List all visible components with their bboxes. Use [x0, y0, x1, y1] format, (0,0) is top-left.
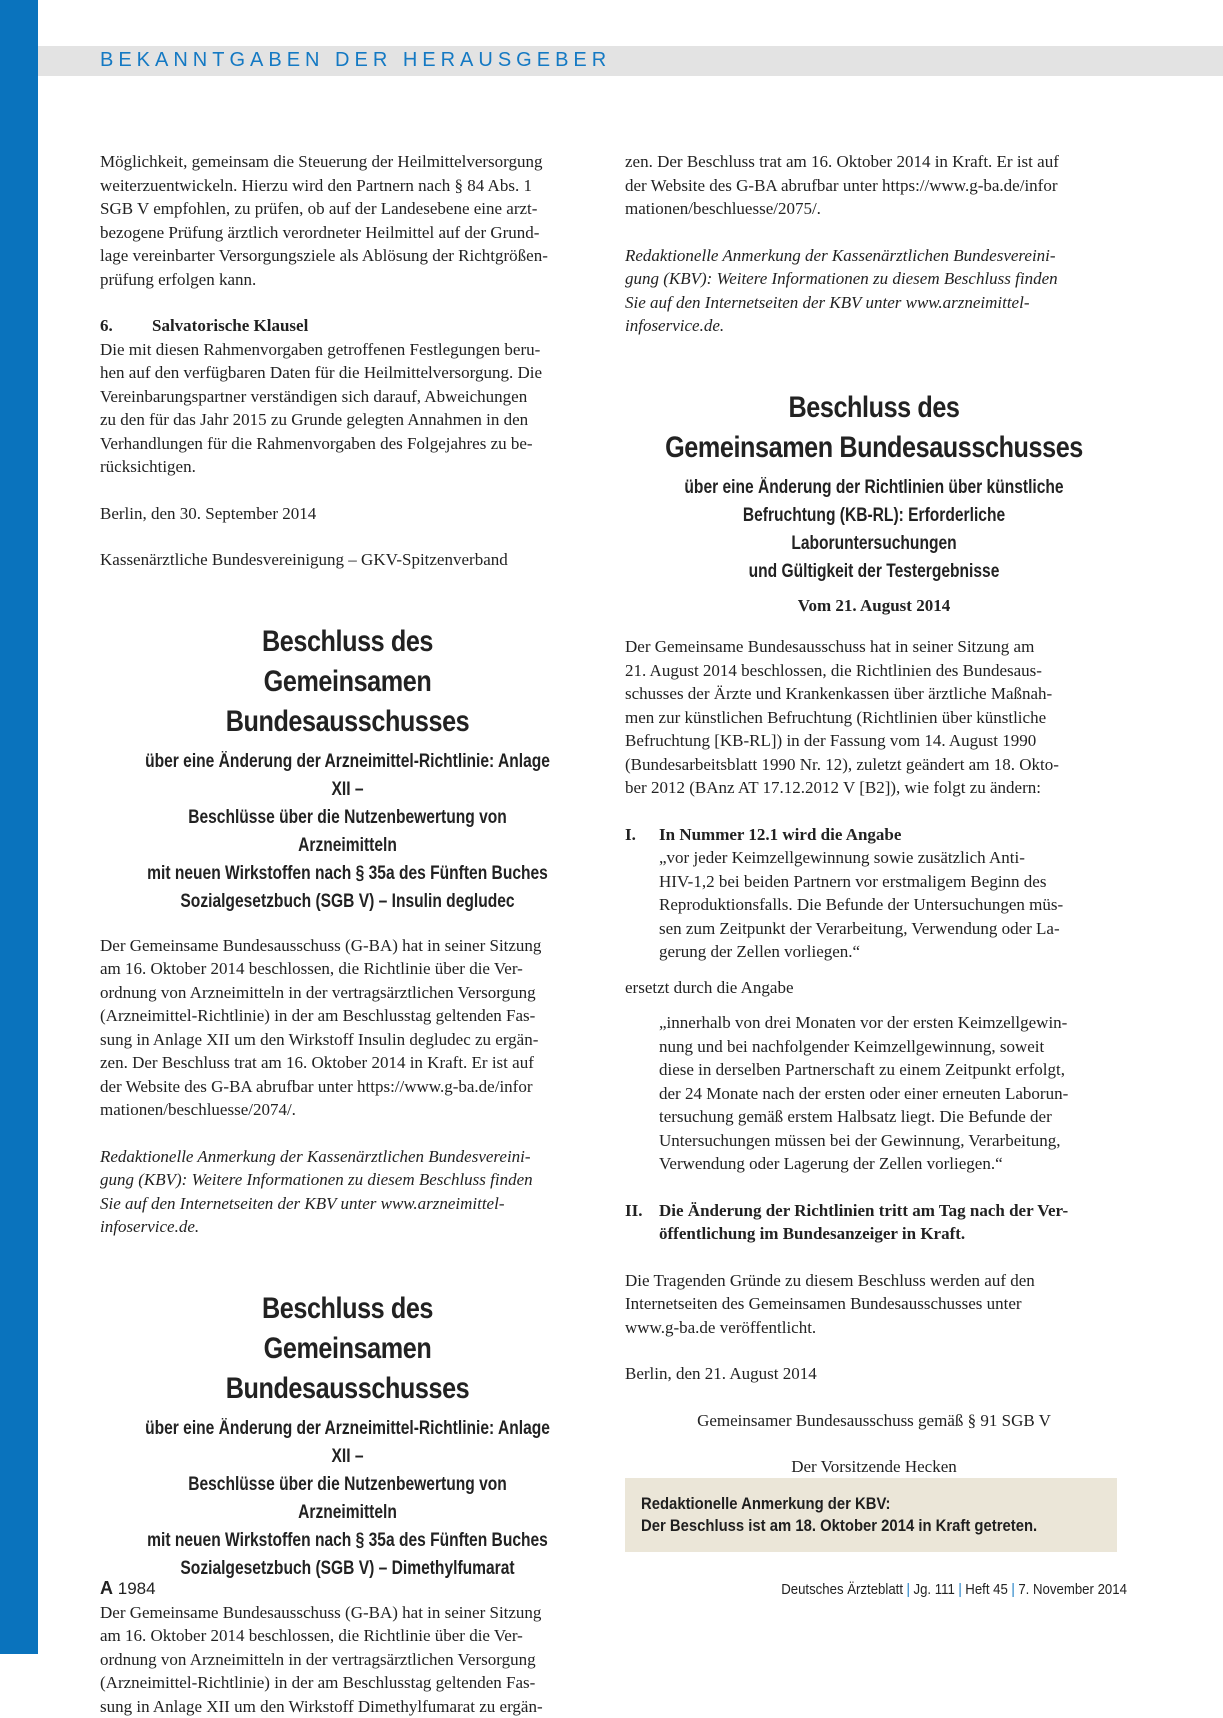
text-line: zen. Der Beschluss trat am 16. Oktober 2014 in Kraft. Er ist auf [625, 150, 1123, 174]
text-line: Der Gemeinsame Bundesausschuss (G-BA) hat in seiner Sitzung [100, 934, 595, 958]
signature-line: Der Vorsitzende Hecken [625, 1455, 1123, 1479]
article-title: Gemeinsamen Bundesausschusses [665, 428, 1083, 468]
page-number [100, 1578, 156, 1599]
text-line: gerung der Zellen vorliegen.“ [659, 940, 1123, 964]
text-line: Verwendung oder Lagerung der Zellen vorliegen.“ [659, 1152, 1123, 1176]
text-line: zen. Der Beschluss trat am 16. Oktober 2014 in Kraft. Er ist auf [100, 1051, 595, 1075]
text-line: men zur künstlichen Befruchtung (Richtlinien über künstliche [625, 706, 1123, 730]
old-wording [659, 846, 1123, 964]
page-number-value: 1984 [118, 1579, 156, 1598]
replaced-by-line: ersetzt durch die Angabe [625, 976, 1123, 1000]
article-subtitle: Befruchtung (KB-RL): Erforderliche Laboruntersuchungen [670, 502, 1078, 558]
text-line: HIV-1,2 bei beiden Partnern vor erstmaligem Beginn des [659, 870, 1123, 894]
list-number: II. [625, 1199, 659, 1246]
text-line: Die mit diesen Rahmenvorgaben getroffenen Festlegungen beru- [100, 338, 595, 362]
kbv-note-line: Redaktionelle Anmerkung der KBV: [641, 1493, 1069, 1515]
editorial-note-line: Redaktionelle Anmerkung der Kassenärztlichen Bundesvereini- [625, 244, 1123, 268]
text-line: diese in derselben Partnerschaft zu einem Zeitpunkt erfolgt, [659, 1058, 1123, 1082]
editorial-note-line: gung (KBV): Weitere Informationen zu diesem Beschluss finden [100, 1168, 595, 1192]
text-line: lage vereinbarter Versorgungsziele als Ablösung der Richtgrößen- [100, 244, 595, 268]
list-item-1 [625, 823, 1123, 847]
text-line: Reproduktionsfalls. Die Befunde der Untersuchungen müs- [659, 893, 1123, 917]
date-line: Berlin, den 30. September 2014 [100, 502, 595, 526]
blue-sidebar [0, 0, 38, 1654]
text-line: www.g-ba.de veröffentlicht. [625, 1316, 1123, 1340]
text-line: Die Änderung der Richtlinien tritt am Tag nach der Ver- [659, 1199, 1068, 1223]
right-column [625, 150, 1123, 1479]
text-line: rücksichtigen. [100, 455, 595, 479]
editorial-note-line: infoservice.de. [625, 314, 1123, 338]
text-line: am 16. Oktober 2014 beschlossen, die Richtlinie über die Ver- [100, 957, 595, 981]
text-line: ordnung von Arzneimitteln in der vertragsärztlichen Versorgung [100, 1648, 595, 1672]
text-line: sen zum Zeitpunkt der Verarbeitung, Verwendung oder La- [659, 917, 1123, 941]
article-subtitle: über eine Änderung der Arzneimittel-Richtlinie: Anlage XII – [145, 748, 551, 804]
kbv-note-box [625, 1478, 1117, 1552]
text-line: 21. August 2014 beschlossen, die Richtlinien des Bundesaus- [625, 659, 1123, 683]
editorial-note-line: gung (KBV): Weitere Informationen zu diesem Beschluss finden [625, 267, 1123, 291]
intro-paragraph [100, 150, 595, 291]
date-line: Berlin, den 21. August 2014 [625, 1362, 1123, 1386]
text-line: Internetseiten des Gemeinsamen Bundesausschusses unter [625, 1292, 1123, 1316]
text-line: der Website des G-BA abrufbar unter https://www.g-ba.de/infor [100, 1075, 595, 1099]
article-subtitle: über eine Änderung der Arzneimittel-Richtlinie: Anlage XII – [145, 1415, 551, 1471]
journal-issue: Heft 45 [965, 1581, 1008, 1598]
article-title: Beschluss des [140, 1289, 556, 1329]
text-line: Befruchtung [KB-RL]) in der Fassung vom 14. August 1990 [625, 729, 1123, 753]
article-subtitle: mit neuen Wirkstoffen nach § 35a des Fünften Buches [145, 1527, 551, 1555]
journal-footer: Deutsches Ärzteblatt | Jg. 111 | Heft 45 | 7. November 2014 [781, 1581, 1120, 1598]
list-item-2 [625, 1199, 1123, 1246]
editorial-note-line: Sie auf den Internetseiten der KBV unter www.arzneimittel- [100, 1192, 595, 1216]
article-subtitle: Sozialgesetzbuch (SGB V) – Dimethylfumarat [145, 1555, 551, 1583]
text-line: nung und bei nachfolgender Keimzellgewinnung, soweit [659, 1035, 1123, 1059]
article-subtitle: Beschlüsse über die Nutzenbewertung von Arzneimitteln [145, 804, 551, 860]
text-line: der 24 Monate nach der ersten oder einer erneuten Laborun- [659, 1082, 1123, 1106]
text-line: „innerhalb von drei Monaten vor der ersten Keimzellgewin- [659, 1011, 1123, 1035]
journal-name: Deutsches Ärzteblatt [781, 1581, 903, 1598]
article-title: Beschluss des [665, 388, 1083, 428]
clause-heading [100, 314, 595, 338]
editorial-note-line: Redaktionelle Anmerkung der Kassenärztlichen Bundesvereini- [100, 1145, 595, 1169]
text-line: ber 2012 (BAnz AT 17.12.2012 V [B2]), wie folgt zu ändern: [625, 776, 1123, 800]
text-line: der Website des G-BA abrufbar unter https://www.g-ba.de/infor [625, 174, 1123, 198]
text-line: öffentlichung im Bundesanzeiger in Kraft. [659, 1222, 1068, 1246]
text-line: mationen/beschluesse/2075/. [625, 197, 1123, 221]
text-line: sung in Anlage XII um den Wirkstoff Insulin degludec zu ergän- [100, 1028, 595, 1052]
clause-number: 6. [100, 314, 152, 338]
text-line: (Arzneimittel-Richtlinie) in der am Beschlusstag geltenden Fas- [100, 1671, 595, 1695]
article-subtitle: Sozialgesetzbuch (SGB V) – Insulin degludec [145, 888, 551, 916]
text-line: bezogene Prüfung ärztlich verordneter Heilmittel auf der Grund- [100, 221, 595, 245]
new-wording [659, 1011, 1123, 1176]
text-line: tersuchung gemäß erstem Halbsatz liegt. Die Befunde der [659, 1105, 1123, 1129]
text-line: (Arzneimittel-Richtlinie) in der am Beschlusstag geltenden Fas- [100, 1004, 595, 1028]
text-line: „vor jeder Keimzellgewinnung sowie zusätzlich Anti- [659, 846, 1123, 870]
text-line: Der Gemeinsame Bundesausschuss hat in seiner Sitzung am [625, 635, 1123, 659]
journal-date: 7. November 2014 [1018, 1581, 1127, 1598]
article-subtitle: mit neuen Wirkstoffen nach § 35a des Fünften Buches [145, 860, 551, 888]
kbv-note-line: Der Beschluss ist am 18. Oktober 2014 in Kraft getreten. [641, 1515, 1069, 1537]
text-line: am 16. Oktober 2014 beschlossen, die Richtlinie über die Ver- [100, 1624, 595, 1648]
article-title: Beschluss des [140, 622, 556, 662]
text-line: Vereinbarungspartner verständigen sich darauf, Abweichungen [100, 385, 595, 409]
text-line: Untersuchungen müssen bei der Gewinnung, Verarbeitung, [659, 1129, 1123, 1153]
article-title: Gemeinsamen Bundesausschusses [140, 1329, 556, 1409]
article-subtitle: und Gültigkeit der Testergebnisse [670, 558, 1078, 586]
section-header: BEKANNTGABEN DER HERAUSGEBER [100, 49, 611, 72]
text-line: schusses der Ärzte und Krankenkassen über ärztliche Maßnah- [625, 682, 1123, 706]
signature-line: Kassenärztliche Bundesvereinigung – GKV-Spitzenverband [100, 548, 595, 572]
journal-volume: Jg. 111 [913, 1581, 954, 1598]
article-kb-rl [625, 388, 1123, 1479]
signature-line: Gemeinsamer Bundesausschuss gemäß § 91 SGB V [625, 1409, 1123, 1433]
left-column [100, 150, 595, 1718]
text-line: Möglichkeit, gemeinsam die Steuerung der Heilmittelversorgung [100, 150, 595, 174]
page-prefix: A [100, 1578, 113, 1598]
article-insulin-degludec [100, 622, 595, 1239]
text-line: Verhandlungen für die Rahmenvorgaben des Folgejahres zu be- [100, 432, 595, 456]
text-line: sung in Anlage XII um den Wirkstoff Dimethylfumarat zu ergän- [100, 1695, 595, 1718]
text-line: ordnung von Arzneimitteln in der vertragsärztlichen Versorgung [100, 981, 595, 1005]
text-line: zu den für das Jahr 2015 zu Grunde gelegten Annahmen in den [100, 408, 595, 432]
article-title: Gemeinsamen Bundesausschusses [140, 662, 556, 742]
text-line: Die Tragenden Gründe zu diesem Beschluss werden auf den [625, 1269, 1123, 1293]
editorial-note-line: infoservice.de. [100, 1215, 595, 1239]
article-date: Vom 21. August 2014 [625, 594, 1123, 618]
article-subtitle: Beschlüsse über die Nutzenbewertung von Arzneimitteln [145, 1471, 551, 1527]
text-line: hen auf den verfügbaren Daten für die Heilmittelversorgung. Die [100, 361, 595, 385]
clause-paragraph [100, 338, 595, 479]
text-line: prüfung erfolgen kann. [100, 268, 595, 292]
text-line: SGB V empfohlen, zu prüfen, ob auf der Landesebene eine arzt- [100, 197, 595, 221]
editorial-note-line: Sie auf den Internetseiten der KBV unter www.arzneimittel- [625, 291, 1123, 315]
text-line: mationen/beschluesse/2074/. [100, 1098, 595, 1122]
list-number: I. [625, 823, 659, 847]
article-subtitle: über eine Änderung der Richtlinien über künstliche [670, 474, 1078, 502]
text-line: (Bundesarbeitsblatt 1990 Nr. 12), zuletzt geändert am 18. Okto- [625, 753, 1123, 777]
list-heading: In Nummer 12.1 wird die Angabe [659, 823, 901, 847]
text-line: Der Gemeinsame Bundesausschuss (G-BA) hat in seiner Sitzung [100, 1601, 595, 1625]
clause-title: Salvatorische Klausel [152, 314, 308, 338]
text-line: weiterzuentwickeln. Hierzu wird den Partnern nach § 84 Abs. 1 [100, 174, 595, 198]
